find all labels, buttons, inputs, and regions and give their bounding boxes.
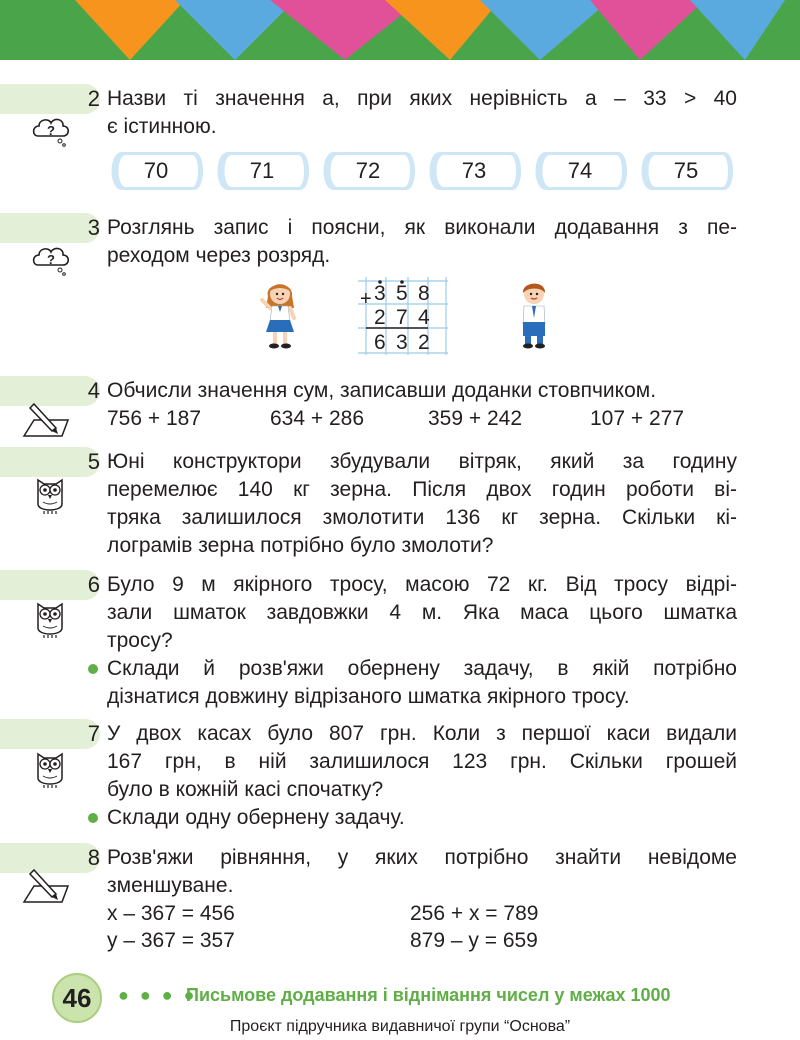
task-6-bullet-line-2: дізнатися довжину відрізаного шматка якірного тросу. (107, 685, 630, 708)
option-value: 74 (567, 158, 593, 183)
svg-text:?: ? (47, 252, 55, 267)
task-7-number: 7 (87, 721, 100, 746)
task-7-line-2: 167 грн, в ній залишилося 123 грн. Скільки грошей (107, 750, 737, 773)
column-digit: 4 (418, 306, 430, 329)
question-cloud-icon (30, 114, 72, 150)
bullet-icon (88, 664, 98, 674)
task-2-number: 2 (87, 86, 100, 111)
column-digit: 3 (396, 331, 408, 354)
footer-dots: ● ● ● ● (118, 985, 198, 1005)
option-cloud (108, 150, 204, 192)
top-banner (0, 0, 800, 60)
column-digit: 6 (374, 331, 386, 354)
option-cloud (638, 150, 734, 192)
equation: 256 + x = 789 (410, 902, 539, 925)
sum-expression: 756 + 187 (107, 407, 202, 430)
task-4-number: 4 (87, 378, 100, 403)
equation: x – 367 = 456 (107, 902, 235, 925)
boy-illustration (514, 278, 554, 350)
task-6-line-3: тросу? (107, 629, 173, 652)
option-cloud (214, 150, 310, 192)
svg-text:?: ? (47, 123, 55, 138)
equation: 879 – y = 659 (410, 929, 538, 952)
column-digit: 7 (396, 306, 408, 329)
task-8-line-1: Розв'яжи рівняння, у яких потрібно знайти невідоме (107, 846, 737, 869)
task-7-line-3: було в кожній касі спочатку? (107, 778, 384, 801)
option-cloud (426, 150, 522, 192)
task-2-line-2: є істинною. (107, 115, 217, 138)
page-number: 46 (52, 973, 102, 1023)
bullet-icon (88, 813, 98, 823)
option-value: 75 (673, 158, 699, 183)
column-digit: 2 (418, 331, 430, 354)
task-5-line-3: тряка залишилося змолотити 136 кг зерна. Скільки кі- (107, 506, 737, 529)
chapter-title: Письмове додавання і віднімання чисел у межах 1000 (186, 985, 671, 1005)
task-3-number: 3 (87, 215, 100, 240)
task-6-line-1: Було 9 м якірного тросу, масою 72 кг. Від тросу відрі- (107, 573, 737, 596)
owl-icon (34, 598, 66, 638)
equation: y – 367 = 357 (107, 929, 235, 952)
question-cloud-icon (30, 243, 72, 279)
task-5-line-4: лограмів зерна потрібно було змолоти? (107, 534, 494, 557)
option-value: 72 (355, 158, 381, 183)
task-3-line-2: реходом через розряд. (107, 244, 331, 267)
task-8-number: 8 (87, 845, 100, 870)
column-digit: 2 (374, 306, 386, 329)
column-sign: + (360, 288, 372, 310)
sum-expression: 107 + 277 (590, 407, 685, 430)
option-value: 71 (249, 158, 275, 183)
task-6-bullet-line-1: Склади й розв'яжи обернену задачу, в якій потрібно (107, 657, 737, 680)
task-3-line-1: Розглянь запис і поясни, як виконали додавання з пе- (107, 216, 737, 239)
notebook-pencil-icon (22, 400, 74, 440)
option-cloud (320, 150, 416, 192)
publisher-credit: Проєкт підручника видавничої групи “Основа” (229, 1018, 571, 1035)
girl-illustration (258, 278, 302, 350)
task-8-line-2: зменшуване. (107, 874, 234, 897)
option-cloud (532, 150, 628, 192)
task-5-line-2: перемелює 140 кг зерна. Після двох годин роботи ві- (107, 478, 737, 501)
task-6-line-2: зали шматок завдовжки 4 м. Яка маса цього шматка (107, 601, 737, 624)
column-digit: 5 (396, 282, 408, 305)
option-value: 70 (143, 158, 169, 183)
column-digit: 8 (418, 282, 430, 305)
task-5-number: 5 (87, 449, 100, 474)
owl-icon (34, 474, 66, 514)
task-6-number: 6 (87, 572, 100, 597)
task-4-line-1: Обчисли значення сум, записавши доданки стовпчиком. (107, 379, 657, 402)
sum-expression: 359 + 242 (428, 407, 523, 430)
owl-icon (34, 748, 66, 788)
notebook-pencil-icon (22, 866, 74, 906)
option-value: 73 (461, 158, 487, 183)
column-digit: 3 (374, 282, 386, 305)
task-7-line-1: У двох касах було 807 грн. Коли з першої каси видали (107, 722, 737, 745)
task-5-line-1: Юні конструктори збудували вітряк, який за годину (107, 450, 737, 473)
task-7-bullet-line-1: Склади одну обернену задачу. (107, 806, 405, 829)
task-2-line-1: Назви ті значення а, при яких нерівність а – 33 > 40 (107, 87, 737, 110)
sum-expression: 634 + 286 (270, 407, 365, 430)
